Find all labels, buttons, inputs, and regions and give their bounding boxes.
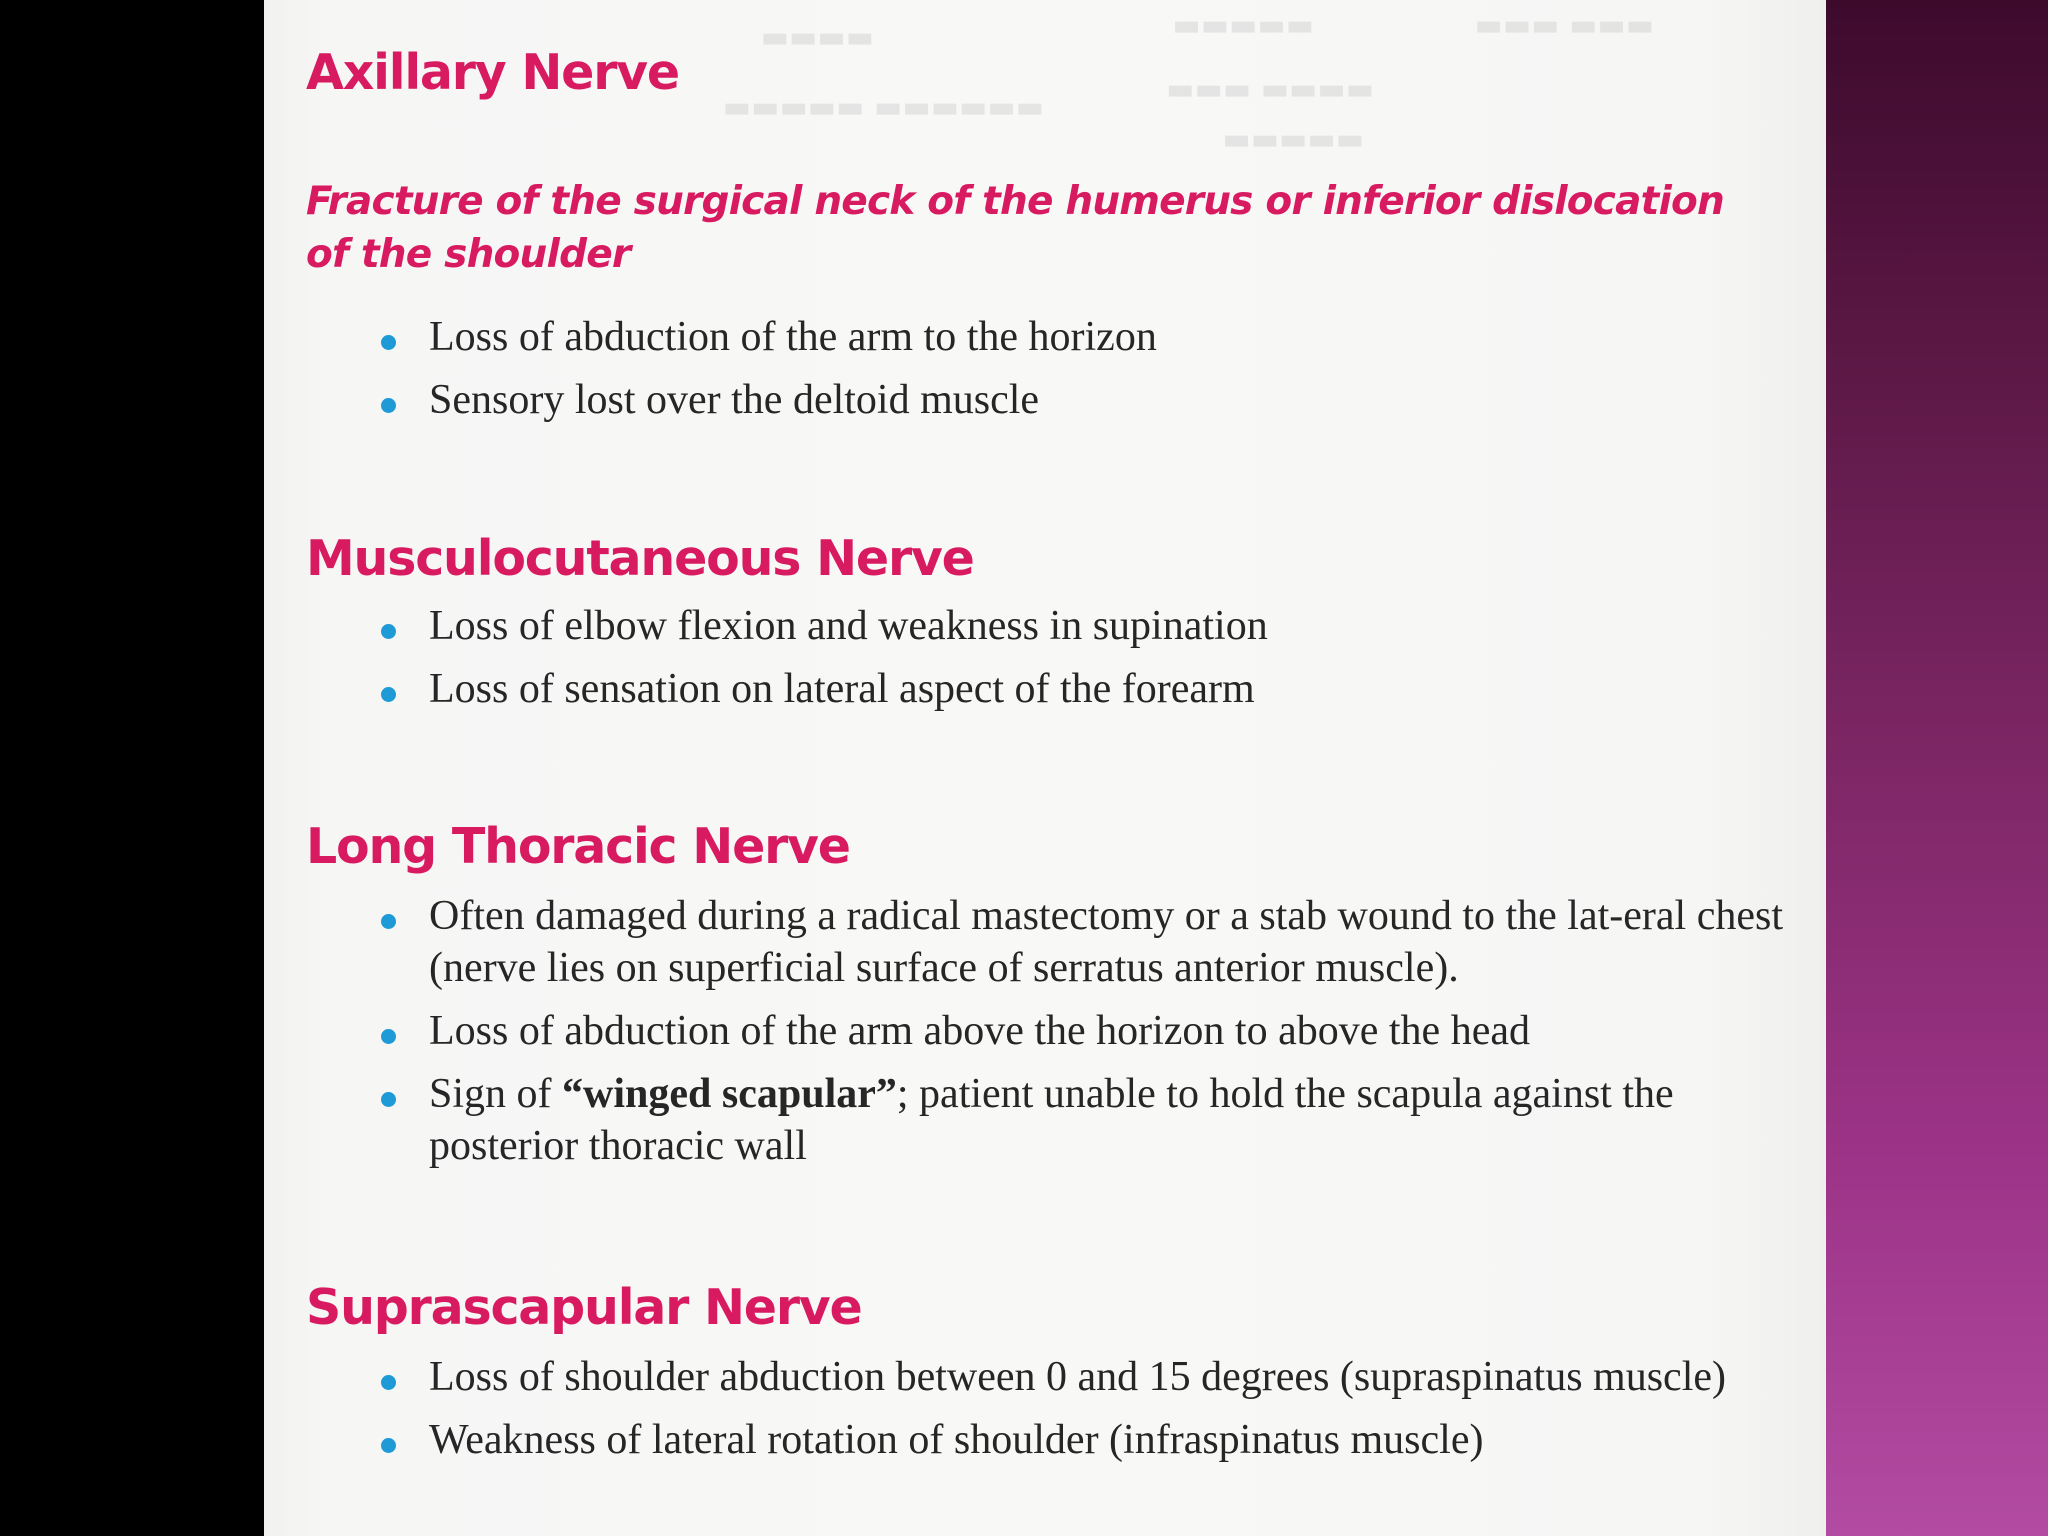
section-subtitle-axillary-injury: Fracture of the surgical neck of the humerus or inferior dislocation of the shoulder [306, 179, 1725, 277]
bullet-icon [381, 398, 396, 413]
list-item-text: Loss of shoulder abduction between 0 and 15 degrees (supraspinatus muscle) [429, 1354, 1726, 1400]
list-item [379, 311, 1809, 363]
list-item [379, 890, 1809, 994]
bullet-icon [381, 1438, 396, 1453]
winged-scapular-term: “winged scapular” [562, 1071, 897, 1117]
decorative-side-band [1826, 0, 2048, 1536]
bullet-icon [381, 335, 396, 350]
list-item [379, 374, 1809, 426]
bullet-list-long-thoracic [379, 890, 1809, 1183]
list-item-text: Sensory lost over the deltoid muscle [429, 377, 1040, 423]
list-item [379, 1005, 1809, 1057]
list-item [379, 663, 1809, 715]
list-item [379, 1351, 1809, 1403]
list-item-text-after: ; patient unable to hold the scapula against the posterior thoracic wall [429, 1071, 1674, 1169]
bullet-icon [381, 1029, 396, 1044]
bullet-list-musculocutaneous [379, 600, 1809, 726]
list-item-text: Loss of elbow flexion and weakness in supination [429, 603, 1268, 649]
list-item-text: Loss of abduction of the arm to the horizon [429, 314, 1157, 360]
section-title-suprascapular-nerve: Suprascapular Nerve [306, 1279, 862, 1336]
section-title-axillary-nerve: Axillary Nerve [306, 44, 679, 101]
bullet-icon [381, 1375, 396, 1390]
list-item-text: Loss of abduction of the arm above the horizon to above the head [429, 1008, 1530, 1054]
bleed-through-texture: ▬▬▬ ▬▬▬ ▬▬▬▬▬ ▬▬▬▬ ▬▬▬▬ ▬▬▬ ▬▬▬▬▬▬ ▬▬▬▬▬ ▬▬▬▬▬ [722, 8, 1654, 157]
bullet-icon [381, 624, 396, 639]
section-title-long-thoracic-nerve: Long Thoracic Nerve [306, 818, 850, 875]
list-item [379, 1414, 1809, 1466]
list-item [379, 1068, 1809, 1172]
bullet-icon [381, 914, 396, 929]
bullet-icon [381, 1092, 396, 1107]
list-item-text: Loss of sensation on lateral aspect of the forearm [429, 666, 1255, 712]
list-item [379, 600, 1809, 652]
list-item-text: Often damaged during a radical mastectomy or a stab wound to the lat-eral chest (nerve lies on superficial surface of serratus anterior muscle). [429, 893, 1784, 991]
list-item-text-before: Sign of [429, 1071, 563, 1117]
list-item-text: Weakness of lateral rotation of shoulder (infraspinatus muscle) [429, 1417, 1484, 1463]
section-title-musculocutaneous-nerve: Musculocutaneous Nerve [306, 530, 974, 587]
bullet-list-suprascapular [379, 1351, 1809, 1477]
bullet-icon [381, 687, 396, 702]
bullet-list-axillary [379, 311, 1809, 437]
scanned-page [264, 0, 1826, 1536]
